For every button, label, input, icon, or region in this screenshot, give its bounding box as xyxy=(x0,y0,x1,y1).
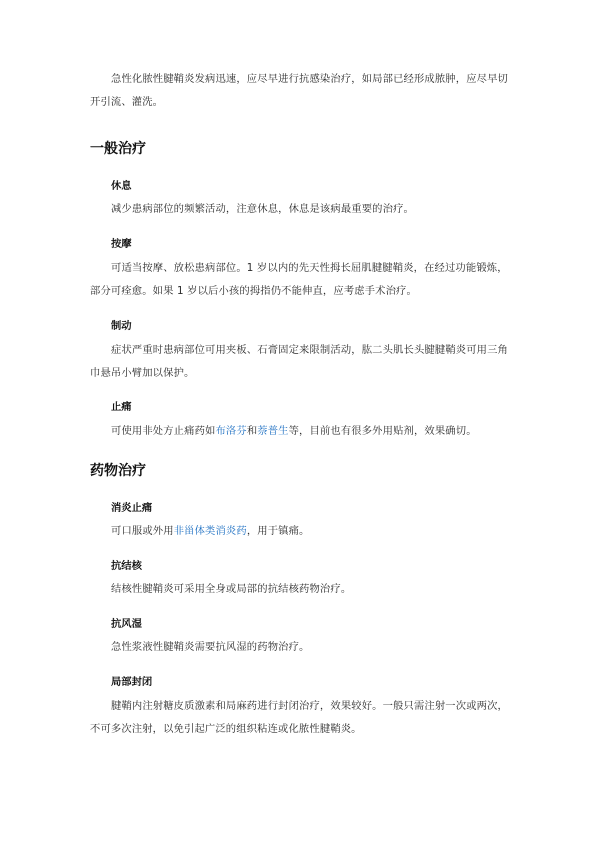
pain-text-post: 等，目前也有很多外用贴剂，效果确切。 xyxy=(288,425,477,437)
nsaid-text-pre: 可口服或外用 xyxy=(111,525,174,537)
link-nsaid[interactable]: 非甾体类消炎药 xyxy=(173,525,247,537)
nsaid-text-post: ，用于镇痛。 xyxy=(246,525,310,537)
link-ibuprofen[interactable]: 布洛芬 xyxy=(215,425,247,437)
section-title-drug: 药物治疗 xyxy=(90,463,146,479)
subsection-title-brake: 制动 xyxy=(111,320,132,332)
link-naproxen[interactable]: 萘普生 xyxy=(257,425,289,437)
subsection-title-rheum: 抗风湿 xyxy=(111,618,142,630)
massage-line-2: 部分可痊愈。如果 1 岁以后小孩的拇指仍不能伸直，应考虑手术治疗。 xyxy=(90,285,417,297)
subsection-title-block: 局部封闭 xyxy=(111,676,153,688)
pain-text-pre: 可使用非处方止痛药如 xyxy=(111,425,216,437)
subsection-title-pain: 止痛 xyxy=(111,401,132,413)
block-line-2: 不可多次注射，以免引起广泛的组织粘连或化脓性腱鞘炎。 xyxy=(90,723,362,735)
rest-text: 减少患病部位的频繁活动，注意休息，休息是该病最重要的治疗。 xyxy=(111,203,414,215)
block-line-1: 腱鞘内注射糖皮质激素和局麻药进行封闭治疗，效果较好。一般只需注射一次或两次， xyxy=(111,700,508,712)
nsaid-text xyxy=(111,521,541,541)
brake-line-1: 症状严重时患病部位可用夹板、石膏固定来限制活动，肱二头肌长头腱腱鞘炎可用三角 xyxy=(111,344,508,356)
intro-line-2: 开引流、灌洗。 xyxy=(90,96,164,108)
subsection-title-tb: 抗结核 xyxy=(111,560,142,572)
subsection-title-massage: 按摩 xyxy=(111,238,132,250)
subsection-title-rest: 休息 xyxy=(111,180,132,192)
brake-line-2: 巾悬吊小臂加以保护。 xyxy=(90,367,195,379)
pain-text xyxy=(111,421,541,441)
intro-line-1: 急性化脓性腱鞘炎发病迅速，应尽早进行抗感染治疗，如局部已经形成脓肿，应尽早切 xyxy=(111,73,508,85)
section-title-general: 一般治疗 xyxy=(90,141,146,157)
subsection-title-nsaid: 消炎止痛 xyxy=(111,502,153,514)
tb-text: 结核性腱鞘炎可采用全身或局部的抗结核药物治疗。 xyxy=(111,583,352,595)
rheum-text: 急性浆液性腱鞘炎需要抗风湿的药物治疗。 xyxy=(111,641,310,653)
pain-text-mid: 和 xyxy=(246,425,258,437)
massage-line-1: 可适当按摩、放松患病部位。1 岁以内的先天性拇长屈肌腱腱鞘炎，在经过功能锻炼， xyxy=(111,262,508,274)
